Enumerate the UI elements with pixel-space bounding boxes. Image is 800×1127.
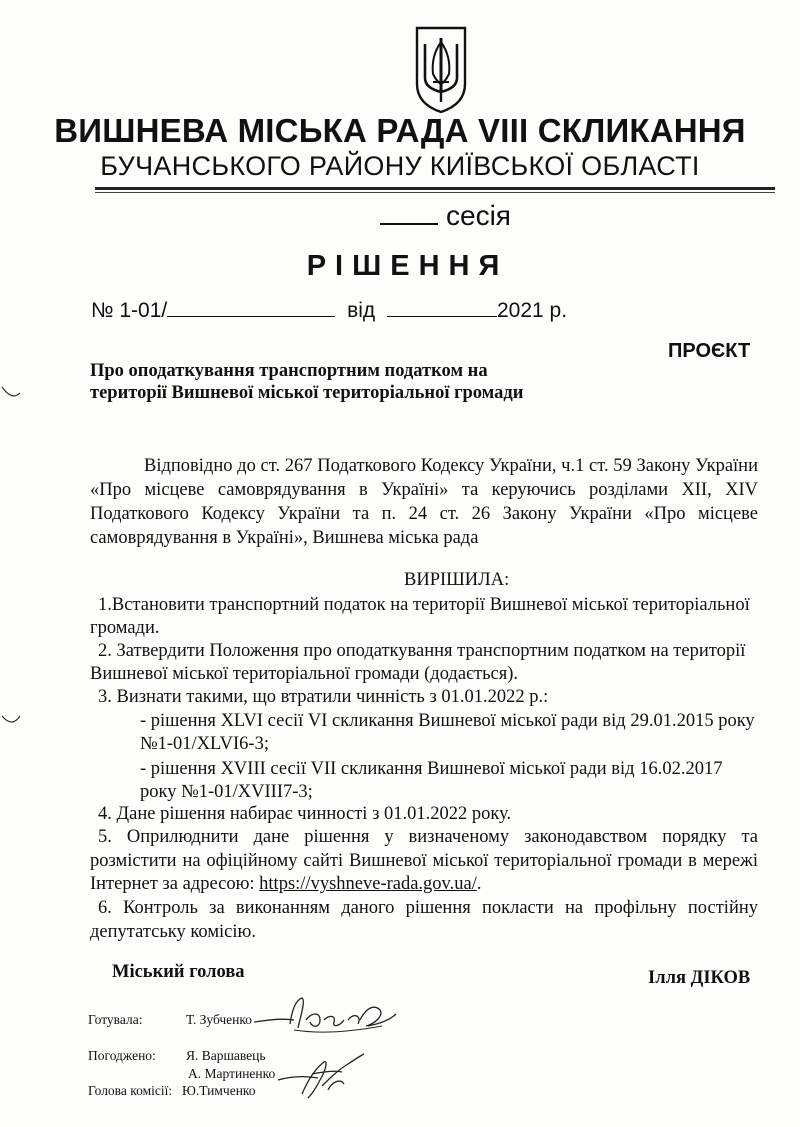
signature-2-icon bbox=[272, 1050, 372, 1102]
decision-item-3-subitem-b: - рішення XVIII сесії VII скликання Вишневої міської ради від 16.02.2017 року №1-01/XVIII7-3; bbox=[140, 759, 723, 802]
council-name: ВИШНЕВА МІСЬКА РАДА VIII СКЛИКАННЯ bbox=[54, 112, 746, 149]
agreed-name-1: Я. Варшавець bbox=[186, 1048, 266, 1063]
prepared-by-name: Т. Зубченко bbox=[186, 1012, 252, 1027]
session-line bbox=[380, 200, 511, 232]
decision-item-2: 2. Затвердити Положення про оподаткування транспортним податком на території Вишневої міської територіальної громади (додається). bbox=[90, 641, 746, 684]
decision-number-line bbox=[91, 298, 567, 323]
mayor-title: Міський голова bbox=[112, 962, 245, 982]
committee-head-name: Ю.Тимченко bbox=[182, 1083, 256, 1098]
decision-number-blank bbox=[167, 298, 335, 317]
signature-1-icon bbox=[250, 990, 400, 1040]
committee-head-label: Голова комісії: bbox=[88, 1083, 173, 1098]
decision-subject: Про оподаткування транспортним податком на території Вишневої міської територіальної громади bbox=[90, 361, 524, 403]
decision-item-3-subitem-a: - рішення XLVI сесії VI скликання Вишневої міської ради від 29.01.2015 року №1-01/XLVI6-3; bbox=[140, 711, 755, 754]
header-divider-thick bbox=[95, 187, 775, 190]
decision-item-3: 3. Визнати такими, що втратили чинність з 01.01.2022 р.: bbox=[98, 687, 549, 707]
session-word: сесія bbox=[446, 200, 511, 231]
header-divider-thin bbox=[95, 192, 775, 193]
decision-item-5-text: 5. Оприлюднити дане рішення у визначеному законодавством порядку та розмістити на офіційному сайті Вишневої міської територіальної громади в мережі Інтернет за адресою: bbox=[90, 827, 758, 894]
trident-emblem-icon bbox=[413, 22, 469, 114]
date-blank bbox=[387, 298, 497, 317]
session-number-blank bbox=[380, 201, 438, 225]
prepared-by-label: Готувала: bbox=[88, 1012, 143, 1027]
district-name: БУЧАНСЬКОГО РАЙОНУ КИЇВСЬКОЇ ОБЛАСТІ bbox=[100, 151, 700, 181]
agreed-name-2: А. Мартиненко bbox=[188, 1066, 276, 1081]
decision-heading: РІШЕННЯ bbox=[306, 250, 509, 282]
agreed-label: Погоджено: bbox=[88, 1048, 156, 1063]
decision-year: 2021 р. bbox=[497, 299, 568, 322]
decision-item-6: 6. Контроль за виконанням даного рішення покласти на профільну постійну депутатську комісію. bbox=[90, 898, 758, 942]
decision-number-prefix: № 1-01/ bbox=[91, 299, 168, 322]
website-link[interactable]: https://vyshneve-rada.gov.ua/ bbox=[259, 874, 477, 894]
project-label: ПРОЄКТ bbox=[668, 340, 751, 362]
punch-hole-mark-icon bbox=[0, 385, 22, 403]
decision-item-5-end: . bbox=[476, 874, 482, 894]
mayor-name: Ілля ДІКОВ bbox=[648, 968, 751, 988]
date-from-label: від bbox=[347, 299, 376, 322]
decision-item-5 bbox=[90, 826, 758, 897]
resolved-heading: ВИРІШИЛА: bbox=[404, 570, 510, 590]
punch-hole-mark-icon bbox=[0, 712, 22, 730]
preamble: Відповідно до ст. 267 Податкового Кодексу України, ч.1 ст. 59 Закону України «Про місцеве самоврядування в Україні» та керуючись розділами XII, XIV Податкового Кодексу України та п. 24 ст. 26 Закону України «Про місцеве самоврядування в Україні», Вишнева міська рада bbox=[90, 456, 758, 548]
decision-item-4: 4. Дане рішення набирає чинності з 01.01.2022 року. bbox=[98, 804, 512, 824]
decision-item-1: 1.Встановити транспортний податок на території Вишневої міської територіальної громади. bbox=[90, 595, 750, 638]
